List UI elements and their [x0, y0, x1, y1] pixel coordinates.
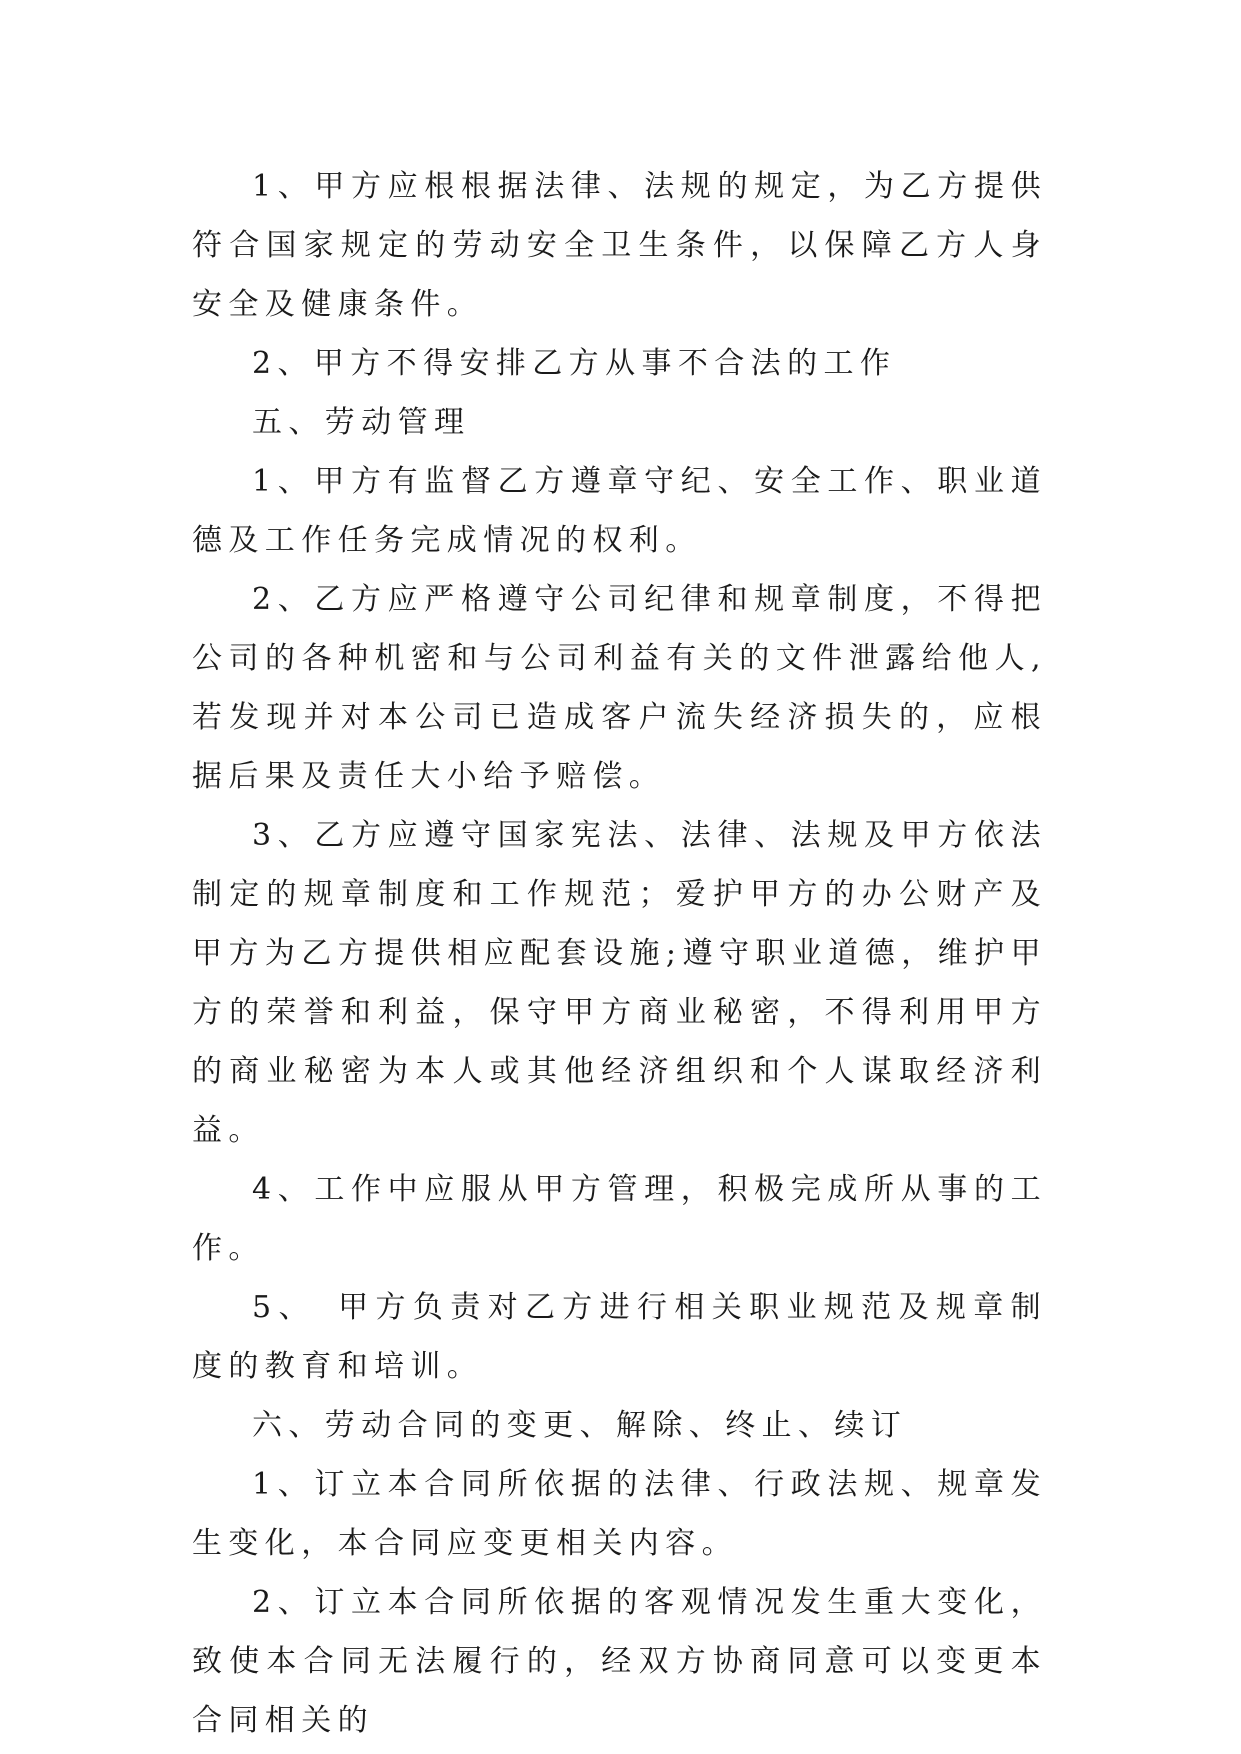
paragraph-confidentiality: 2、乙方应严格遵守公司纪律和规章制度，不得把公司的各种机密和与公司利益有关的文件泄露给他人,若发现并对本公司已造成客户流失经济损失的，应根据后果及责任大小给予赔偿。: [192, 582, 1047, 794]
paragraph-law-change: 1、订立本合同所依据的法律、行政法规、规章发生变化，本合同应变更相关内容。: [192, 1467, 1047, 1561]
paragraph-training: 5、 甲方负责对乙方进行相关职业规范及规章制度的教育和培训。: [192, 1290, 1047, 1384]
document-body: [192, 157, 1047, 1750]
paragraph-supervision-right: 1、甲方有监督乙方遵章守纪、安全工作、职业道德及工作任务完成情况的权利。: [192, 464, 1047, 558]
paragraph-no-illegal-work: 2、甲方不得安排乙方从事不合法的工作: [252, 346, 897, 381]
section-heading-contract-changes: 六、劳动合同的变更、解除、终止、续订: [252, 1408, 908, 1443]
paragraph-circumstance-change: 2、订立本合同所依据的客观情况发生重大变化，致使本合同无法履行的，经双方协商同意可以变更本合同相关的: [192, 1585, 1047, 1738]
paragraph-safety-conditions: 1、甲方应根根据法律、法规的规定，为乙方提供符合国家规定的劳动安全卫生条件，以保障乙方人身安全及健康条件。: [192, 169, 1047, 322]
paragraph-compliance: 3、乙方应遵守国家宪法、法律、法规及甲方依法制定的规章制度和工作规范；爱护甲方的办公财产及甲方为乙方提供相应配套设施;遵守职业道德，维护甲方的荣誉和利益，保守甲方商业秘密，不得利用甲方的商业秘密为本人或其他经济组织和个人谋取经济利益。: [192, 818, 1047, 1148]
paragraph-obey-management: 4、工作中应服从甲方管理，积极完成所从事的工作。: [192, 1172, 1047, 1266]
section-heading-labor-management: 五、劳动管理: [252, 405, 471, 440]
